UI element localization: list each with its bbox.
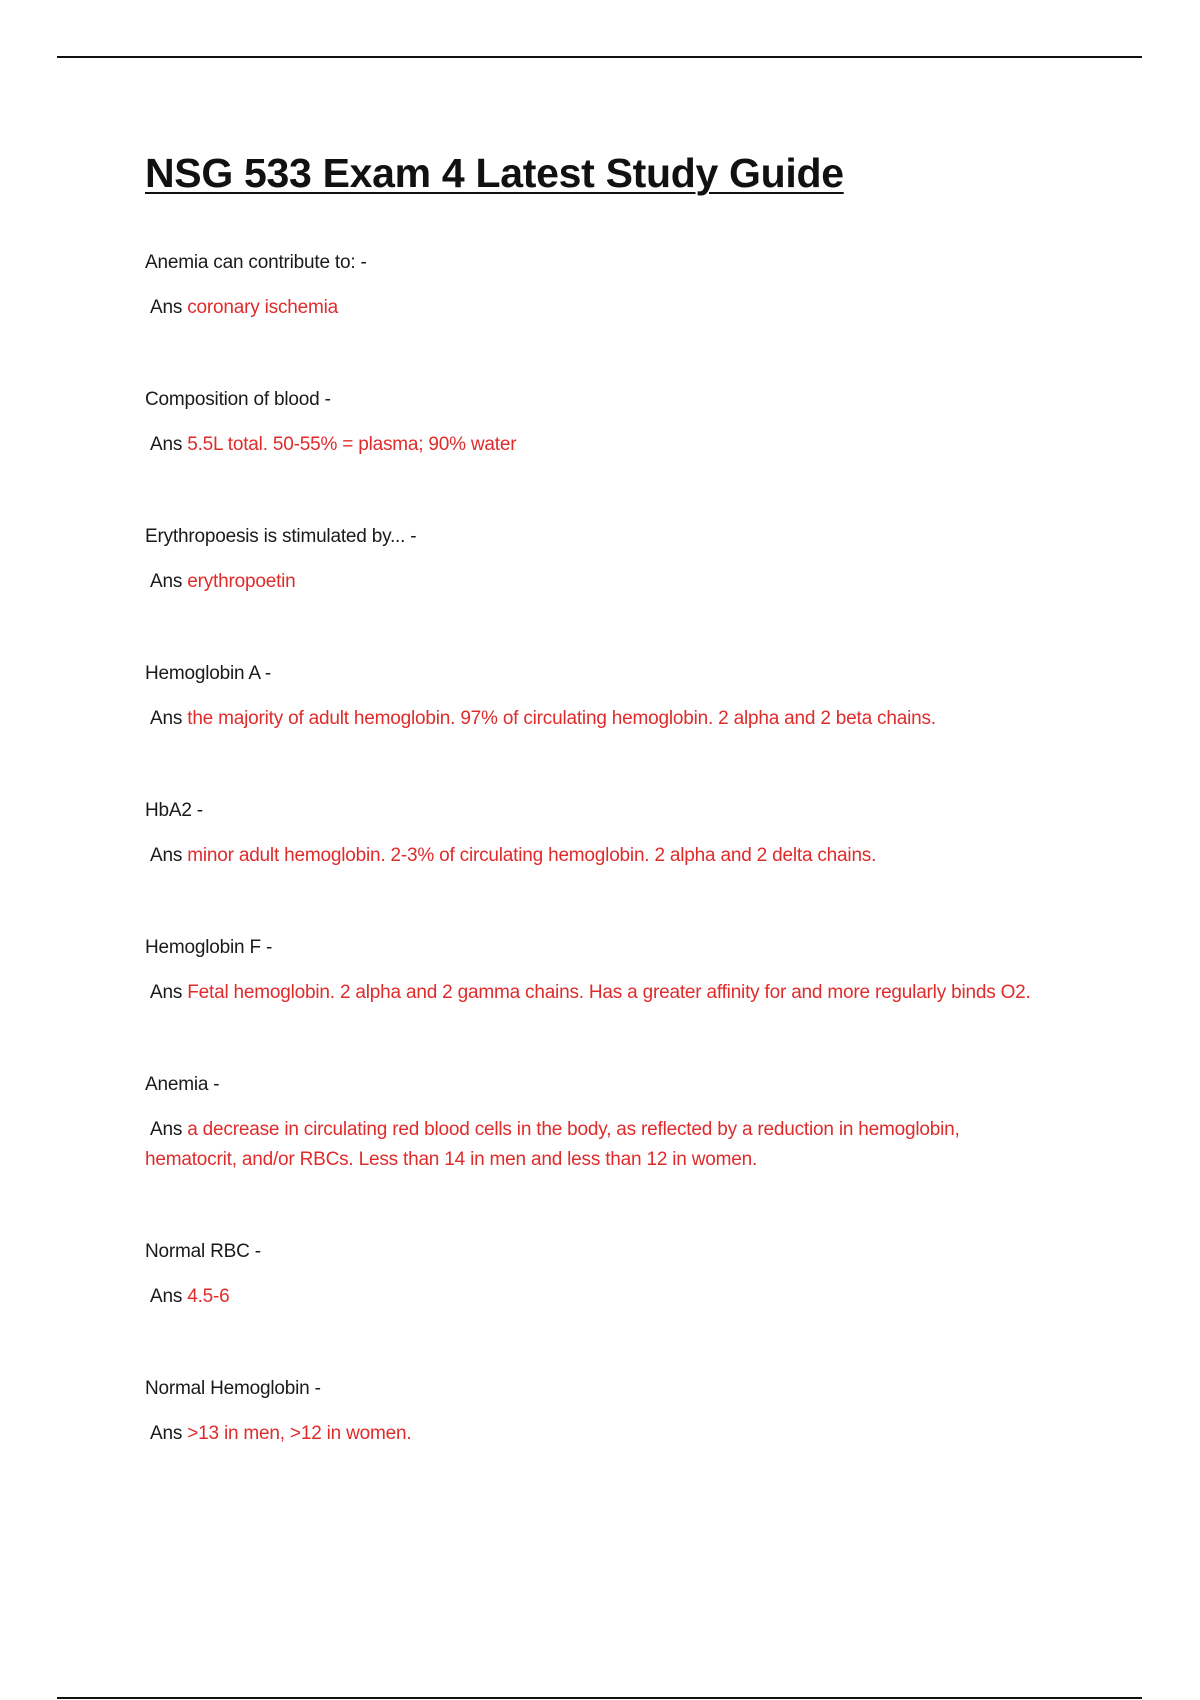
answer-line (145, 430, 1040, 460)
answer-text: erythropoetin (187, 571, 296, 592)
qa-item (145, 249, 1045, 323)
answer-line (145, 567, 1040, 597)
answer-label: Ans (150, 434, 183, 455)
answer-text: Fetal hemoglobin. 2 alpha and 2 gamma chains. Has a greater affinity for and more regularly binds O2. (187, 982, 1031, 1003)
answer-label: Ans (150, 845, 183, 866)
question-text: Normal Hemoglobin - (145, 1378, 321, 1399)
answer-line (145, 841, 1040, 871)
question-text: Normal RBC - (145, 1241, 261, 1262)
answer-label: Ans (150, 571, 183, 592)
qa-item (145, 934, 1045, 1008)
answer-text: the majority of adult hemoglobin. 97% of circulating hemoglobin. 2 alpha and 2 beta chains. (187, 708, 936, 729)
answer-text: >13 in men, >12 in women. (187, 1423, 412, 1444)
qa-item (145, 1238, 1045, 1312)
bottom-rule (57, 1697, 1142, 1699)
top-rule (57, 56, 1142, 58)
answer-line (145, 293, 1040, 323)
page-title: NSG 533 Exam 4 Latest Study Guide (145, 150, 844, 196)
answer-label: Ans (150, 982, 183, 1003)
question-text: Erythropoesis is stimulated by... - (145, 526, 417, 547)
qa-item (145, 523, 1045, 597)
question-text: Anemia can contribute to: - (145, 252, 367, 273)
answer-label: Ans (150, 1119, 183, 1140)
question-text: Anemia - (145, 1074, 220, 1095)
answer-line (145, 704, 1040, 734)
answer-label: Ans (150, 1423, 183, 1444)
answer-line (145, 1282, 1040, 1312)
answer-label: Ans (150, 297, 183, 318)
answer-text: coronary ischemia (187, 297, 339, 318)
answer-line (145, 1419, 1040, 1449)
answer-text: 5.5L total. 50-55% = plasma; 90% water (187, 434, 517, 455)
answer-label: Ans (150, 1286, 183, 1307)
qa-item (145, 386, 1045, 460)
document-body (145, 150, 1045, 1512)
answer-text: a decrease in circulating red blood cells in the body, as reflected by a reduction in hemoglobin, hematocrit, and/or RBCs. Less than 14 in men and less than 12 in women. (145, 1119, 960, 1170)
question-text: Hemoglobin A - (145, 663, 272, 684)
qa-item (145, 1375, 1045, 1449)
qa-item (145, 1071, 1045, 1175)
answer-text: minor adult hemoglobin. 2-3% of circulating hemoglobin. 2 alpha and 2 delta chains. (187, 845, 877, 866)
answer-text: 4.5-6 (187, 1286, 230, 1307)
question-text: Composition of blood - (145, 389, 331, 410)
answer-line (145, 1115, 1040, 1175)
answer-line (145, 978, 1040, 1008)
question-text: HbA2 - (145, 800, 203, 821)
qa-item (145, 797, 1045, 871)
qa-item (145, 660, 1045, 734)
answer-label: Ans (150, 708, 183, 729)
question-text: Hemoglobin F - (145, 937, 273, 958)
